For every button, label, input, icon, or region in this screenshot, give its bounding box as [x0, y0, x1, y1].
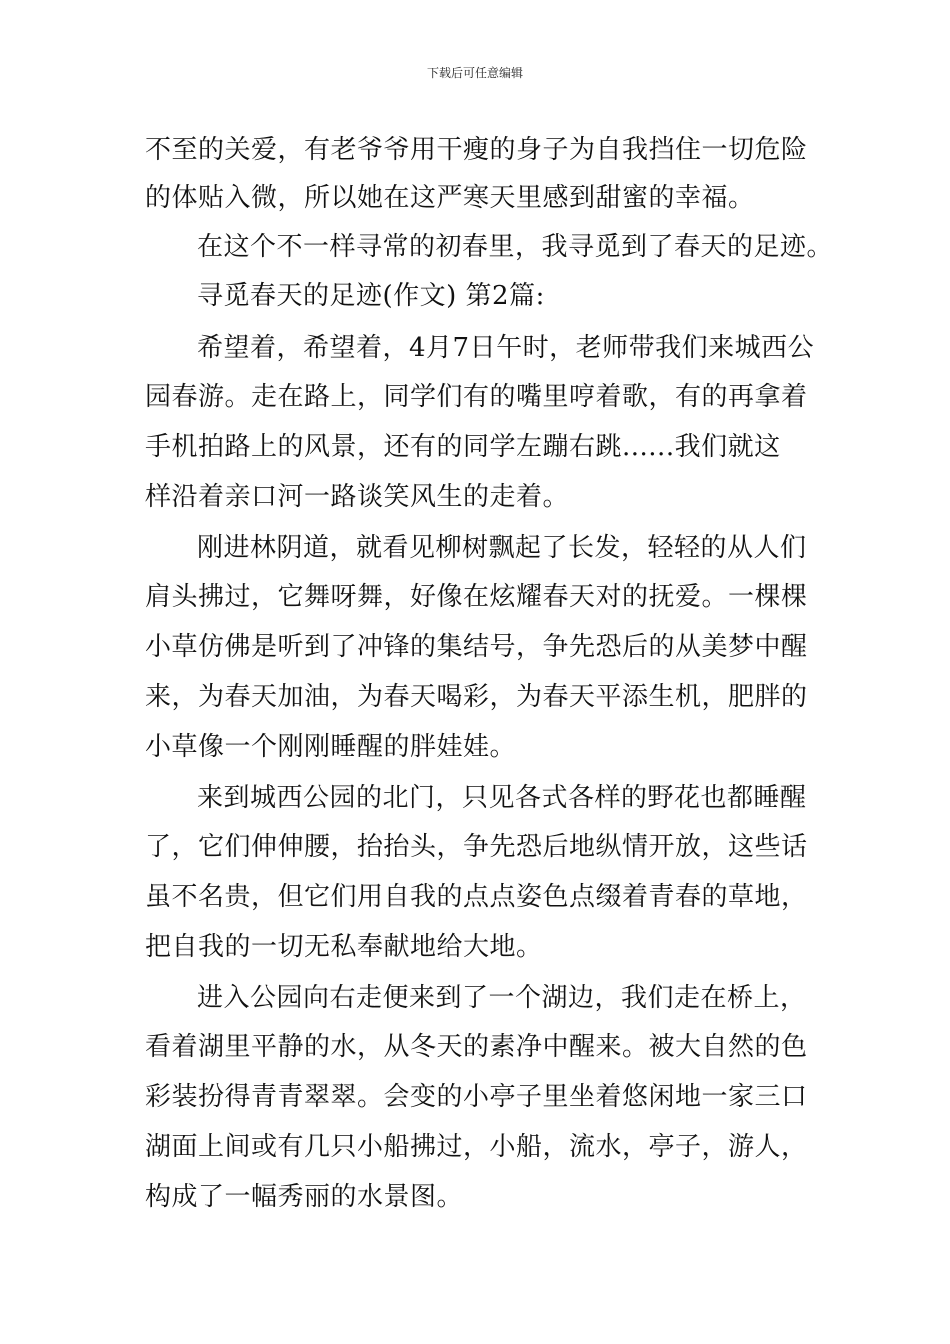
text-line: 看着湖里平静的水，从冬天的素净中醒来。被大自然的色 — [145, 1032, 808, 1062]
text-line: 刚进林阴道，就看见柳树飘起了长发，轻轻的从人们 — [197, 533, 807, 563]
text-line: 小草仿佛是听到了冲锋的集结号，争先恐后的从美梦中醒 — [145, 632, 808, 662]
text-line: 把自我的一切无私奉献地给大地。 — [145, 932, 543, 962]
text-line: 来到城西公园的北门，只见各式各样的野花也都睡醒 — [197, 783, 807, 813]
text-line: 肩头拂过，它舞呀舞，好像在炫耀春天对的抚爱。一棵棵 — [145, 582, 808, 612]
text-line: 手机拍路上的风景，还有的同学左蹦右跳......我们就这 — [145, 432, 781, 462]
text-line: 来，为春天加油，为春天喝彩，为春天平添生机，肥胖的 — [145, 682, 808, 712]
text-line: 在这个不一样寻常的初春里，我寻觅到了春天的足迹。 — [197, 232, 834, 262]
text-line: 构成了一幅秀丽的水景图。 — [145, 1182, 464, 1212]
text-line: 虽不名贵，但它们用自我的点点姿色点缀着青春的草地， — [145, 882, 808, 912]
text-line: 不至的关爱，有老爷爷用干瘦的身子为自我挡住一切危险 — [145, 135, 808, 165]
text-line: 湖面上间或有几只小船拂过，小船，流水，亭子，游人， — [145, 1132, 808, 1162]
text-line: 园春游。走在路上，同学们有的嘴里哼着歌，有的再拿着 — [145, 382, 808, 412]
section-heading: 寻觅春天的足迹(作文) 第2篇: — [197, 281, 545, 311]
text-line: 的体贴入微，所以她在这严寒天里感到甜蜜的幸福。 — [145, 183, 755, 213]
text-line: 小草像一个刚刚睡醒的胖娃娃。 — [145, 732, 517, 762]
text-line: 了，它们伸伸腰，抬抬头，争先恐后地纵情开放，这些话 — [145, 832, 808, 862]
text-line: 进入公园向右走便来到了一个湖边，我们走在桥上， — [197, 983, 807, 1013]
page-header: 下载后可任意编辑 — [426, 66, 523, 80]
text-line: 样沿着亲口河一路谈笑风生的走着。 — [145, 482, 570, 512]
text-line: 希望着，希望着，4月7日午时，老师带我们来城西公 — [197, 333, 815, 363]
text-line: 彩装扮得青青翠翠。会变的小亭子里坐着悠闲地一家三口 — [145, 1082, 808, 1112]
